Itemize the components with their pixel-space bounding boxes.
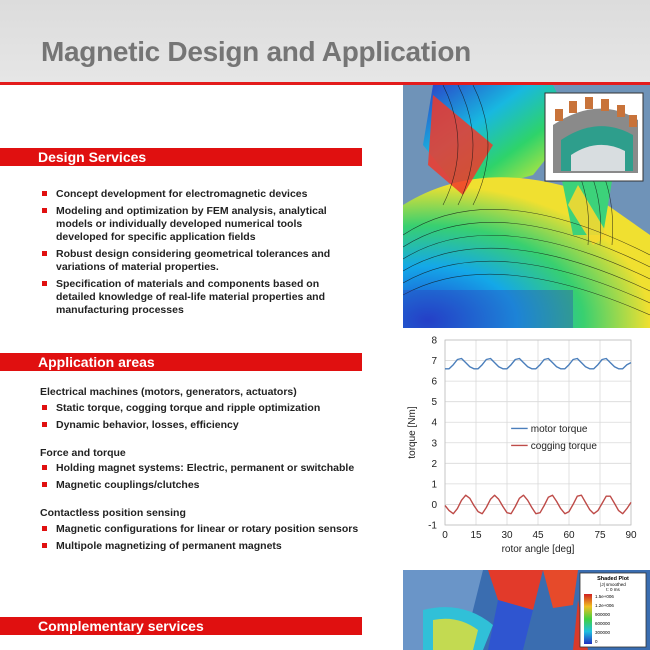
list-item: Holding magnet systems: Electric, permanent or switchable bbox=[40, 462, 370, 475]
legend-label: cogging torque bbox=[530, 440, 597, 452]
x-tick-label: 75 bbox=[594, 530, 606, 541]
list-item: Robust design considering geometrical tolerances and variations of material properties. bbox=[40, 248, 340, 274]
x-tick-label: 0 bbox=[442, 530, 448, 541]
legend-value: 1.5e+006 bbox=[595, 594, 614, 599]
section-bar-design-services: Design Services bbox=[0, 148, 362, 166]
y-tick-label: 0 bbox=[431, 499, 437, 511]
subheading-electrical-machines: Electrical machines (motors, generators, actuators) bbox=[40, 386, 297, 398]
legend-value: 1.2e+006 bbox=[595, 603, 614, 608]
force-torque-list bbox=[40, 462, 370, 496]
x-tick-label: 90 bbox=[625, 530, 637, 541]
list-item: Modeling and optimization by FEM analysis, analytical models or individually developed numerical tools developed for specific application fields bbox=[40, 205, 340, 244]
legend-value: 300000 bbox=[595, 630, 611, 635]
y-tick-label: 5 bbox=[431, 397, 437, 409]
subheading-position-sensing: Contactless position sensing bbox=[40, 507, 186, 519]
list-item: Concept development for electromagnetic devices bbox=[40, 188, 340, 201]
position-sensing-list bbox=[40, 523, 370, 557]
legend-subtitle: |J| smoothed bbox=[600, 582, 626, 587]
y-tick-label: 7 bbox=[431, 356, 437, 368]
design-services-list bbox=[40, 188, 340, 321]
x-tick-label: 30 bbox=[501, 530, 513, 541]
header-bar bbox=[0, 0, 650, 82]
legend-value: 900000 bbox=[595, 612, 611, 617]
legend-value: 600000 bbox=[595, 621, 611, 626]
electrical-machines-list bbox=[40, 402, 360, 436]
torque-chart bbox=[403, 330, 650, 568]
fem-legend bbox=[580, 573, 646, 647]
x-tick-label: 15 bbox=[470, 530, 482, 541]
legend-title: Shaded Plot bbox=[597, 576, 629, 582]
legend-label: motor torque bbox=[530, 423, 588, 435]
y-tick-label: 1 bbox=[431, 479, 437, 491]
list-item: Dynamic behavior, losses, efficiency bbox=[40, 419, 360, 432]
legend-value: 0 bbox=[595, 639, 598, 644]
list-item: Specification of materials and components based on detailed knowledge of real-life material properties and manufacturing processes bbox=[40, 278, 340, 317]
fem-field-image bbox=[403, 85, 650, 328]
x-tick-label: 45 bbox=[532, 530, 544, 541]
x-tick-label: 60 bbox=[563, 530, 575, 541]
y-tick-label: -1 bbox=[428, 520, 437, 532]
section-bar-complementary: Complementary services bbox=[0, 617, 362, 635]
y-axis-label: torque [Nm] bbox=[407, 406, 418, 459]
y-tick-label: 2 bbox=[431, 458, 437, 470]
list-item: Magnetic configurations for linear or rotary position sensors bbox=[40, 523, 370, 536]
list-item: Multipole magnetizing of permanent magnets bbox=[40, 540, 370, 553]
legend-time: t: 0 ms bbox=[606, 587, 620, 592]
list-item: Static torque, cogging torque and ripple optimization bbox=[40, 402, 360, 415]
list-item: Magnetic couplings/clutches bbox=[40, 479, 370, 492]
motor-3d-inset bbox=[545, 93, 643, 181]
page-title: Magnetic Design and Application bbox=[41, 36, 471, 67]
y-tick-label: 8 bbox=[431, 335, 437, 347]
y-tick-label: 4 bbox=[431, 417, 437, 429]
y-tick-label: 3 bbox=[431, 438, 437, 450]
fem-current-density-image bbox=[403, 570, 650, 650]
y-tick-label: 6 bbox=[431, 376, 437, 388]
x-axis-label: rotor angle [deg] bbox=[501, 544, 575, 555]
section-bar-application-areas: Application areas bbox=[0, 353, 362, 371]
subheading-force-torque: Force and torque bbox=[40, 447, 126, 459]
